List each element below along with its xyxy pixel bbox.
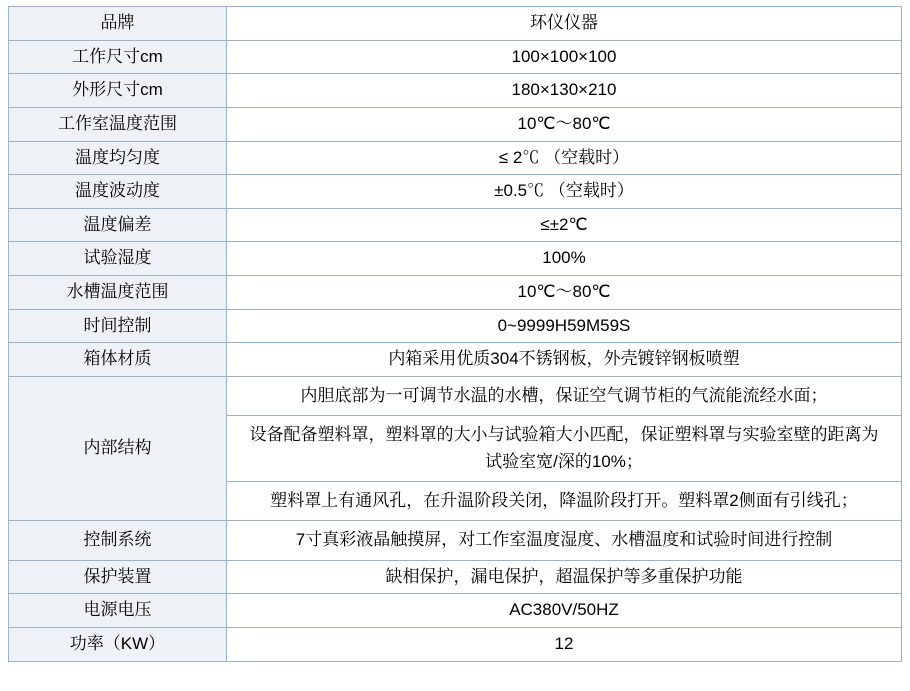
table-row [9,242,902,276]
table-row [9,7,902,41]
table-row [9,175,902,209]
row-value: 10℃～80℃ [227,107,902,141]
table-row [9,141,902,175]
table-body [9,7,902,662]
row-label: 电源电压 [9,594,227,628]
table-row [9,521,902,560]
row-value: 0~9999H59M59S [227,309,902,343]
table-row [9,560,902,594]
row-value: 10℃～80℃ [227,276,902,310]
table-row [9,276,902,310]
row-label: 工作尺寸cm [9,40,227,74]
table-row [9,74,902,108]
row-label: 温度均匀度 [9,141,227,175]
row-label: 温度波动度 [9,175,227,209]
internal-structure-item: 塑料罩上有通风孔，在升温阶段关闭，降温阶段打开。塑料罩2侧面有引线孔； [227,482,902,521]
row-label: 试验湿度 [9,242,227,276]
table-row [9,208,902,242]
row-value: AC380V/50HZ [227,594,902,628]
row-value: ±0.5℃ （空载时） [227,175,902,209]
row-value: ≤ 2℃ （空载时） [227,141,902,175]
row-label: 工作室温度范围 [9,107,227,141]
row-value: 100% [227,242,902,276]
table-row [9,628,902,662]
row-value: 缺相保护，漏电保护，超温保护等多重保护功能 [227,560,902,594]
row-value: 180×130×210 [227,74,902,108]
row-value: 内箱采用优质304不锈钢板，外壳镀锌钢板喷塑 [227,343,902,377]
table-row [9,309,902,343]
table-row [9,594,902,628]
row-value: 7寸真彩液晶触摸屏，对工作室温度湿度、水槽温度和试验时间进行控制 [227,521,902,560]
specification-table [8,6,902,662]
row-label: 控制系统 [9,521,227,560]
table-row [9,107,902,141]
row-label: 品牌 [9,7,227,41]
row-value: 环仪仪器 [227,7,902,41]
row-label: 功率（KW） [9,628,227,662]
table-row [9,343,902,377]
row-value: 12 [227,628,902,662]
row-value: ≤±2℃ [227,208,902,242]
row-label-internal-structure: 内部结构 [9,377,227,521]
row-label: 温度偏差 [9,208,227,242]
internal-structure-item: 设备配备塑料罩，塑料罩的大小与试验箱大小匹配，保证塑料罩与实验室壁的距离为试验室宽/深的10%； [227,416,902,482]
row-label: 外形尺寸cm [9,74,227,108]
table-row-internal-structure-1 [9,377,902,416]
row-label: 箱体材质 [9,343,227,377]
row-label: 保护装置 [9,560,227,594]
row-label: 水槽温度范围 [9,276,227,310]
table-row [9,40,902,74]
internal-structure-item: 内胆底部为一可调节水温的水槽，保证空气调节柜的气流能流经水面； [227,377,902,416]
row-label: 时间控制 [9,309,227,343]
row-value: 100×100×100 [227,40,902,74]
